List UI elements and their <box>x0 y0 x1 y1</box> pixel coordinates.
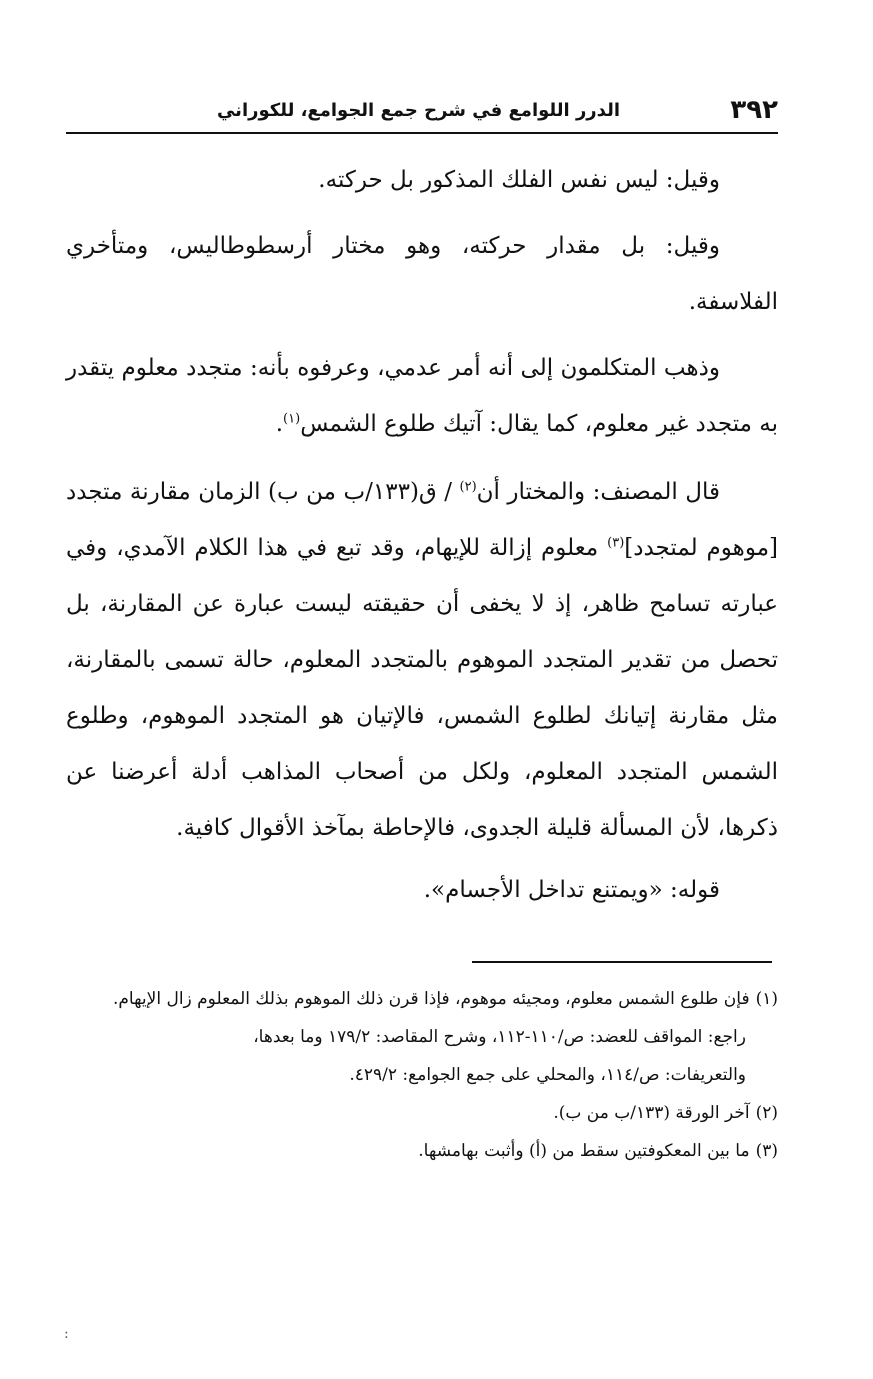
paragraph-4-middle: / ق(١٣٣/ب من ب) الزمان مقارنة متجدد [موهوم لمتجدد] <box>66 479 778 561</box>
paragraph-4-start: قال المصنف: والمختار أن <box>476 479 720 505</box>
footnote-2-number: (٢) <box>755 1103 778 1123</box>
footnote-1-reference-2: والتعريفات: ص/١١٤، والمحلي على جمع الجوامع: ٤٢٩/٢. <box>349 1065 746 1085</box>
footnote-1-number: (١) <box>755 989 778 1009</box>
paragraph-5-quote: قوله: «ويمتنع تداخل الأجسام». <box>423 877 720 903</box>
page-number: ٣٩٢ <box>730 95 778 125</box>
footnote-3-number: (٣) <box>755 1141 778 1161</box>
footnote-1-text: فإن طلوع الشمس معلوم، ومجيئه موهوم، فإذا قرن ذلك الموهوم بذلك المعلوم زال الإيهام. <box>112 989 750 1009</box>
footnote-separator <box>472 961 772 963</box>
footnote-3-text: ما بين المعكوفتين سقط من (أ) وأثبت بهامشها. <box>418 1141 750 1161</box>
footnote-ref-3: (٣) <box>607 535 625 551</box>
paragraph-2: وقيل: بل مقدار حركته، وهو مختار أرسطوطاليس، ومتأخري الفلاسفة. <box>66 233 778 315</box>
main-text <box>66 152 778 918</box>
paragraph-4 <box>66 464 778 856</box>
paragraph-4-end: معلوم إزالة للإيهام، وقد تبع في هذا الكلام الآمدي، وفي عبارته تسامح ظاهر، إذ لا يخفى أن حقيقته ليست عبارة عن المقارنة، بل تحصل من تقدير المتجدد الموهوم بالمتجدد المعلوم، حالة تسمى بالمقارنة، مثل مقارنة إتيانك لطلوع الشمس، فالإتيان هو المتجدد الموهوم، وطلوع الشمس المتجدد المعلوم، ولكل من أصحاب المذاهب أدلة أعرضنا عن ذكرها، لأن المسألة قليلة الجدوى، فالإحاطة بمآخذ الأقوال كافية. <box>66 535 778 841</box>
paragraph-3-end: . <box>275 411 284 437</box>
paragraph-1: وقيل: ليس نفس الفلك المذكور بل حركته. <box>318 167 720 193</box>
running-title: الدرر اللوامع في شرح جمع الجوامع، للكوراني <box>216 100 620 121</box>
page-header <box>66 92 778 134</box>
footnote-1-reference-1: راجع: المواقف للعضد: ص/١١٠-١١٢، وشرح المقاصد: ١٧٩/٢ وما بعدها، <box>253 1027 746 1047</box>
footnote-ref-2: (٢) <box>459 479 477 495</box>
stray-mark: : <box>64 1326 69 1342</box>
footnote-3 <box>66 1132 778 1170</box>
footnote-ref-1: (١) <box>283 411 301 427</box>
paragraph-3 <box>66 340 778 452</box>
footnote-1 <box>66 980 778 1018</box>
footnotes <box>66 980 778 1170</box>
paragraph-3-text: وذهب المتكلمون إلى أنه أمر عدمي، وعرفوه بأنه: متجدد معلوم يتقدر به متجدد غير معلوم، كما يقال: آتيك طلوع الشمس <box>66 355 778 437</box>
footnote-2 <box>66 1094 778 1132</box>
footnote-2-text: آخر الورقة (١٣٣/ب من ب). <box>553 1103 750 1123</box>
